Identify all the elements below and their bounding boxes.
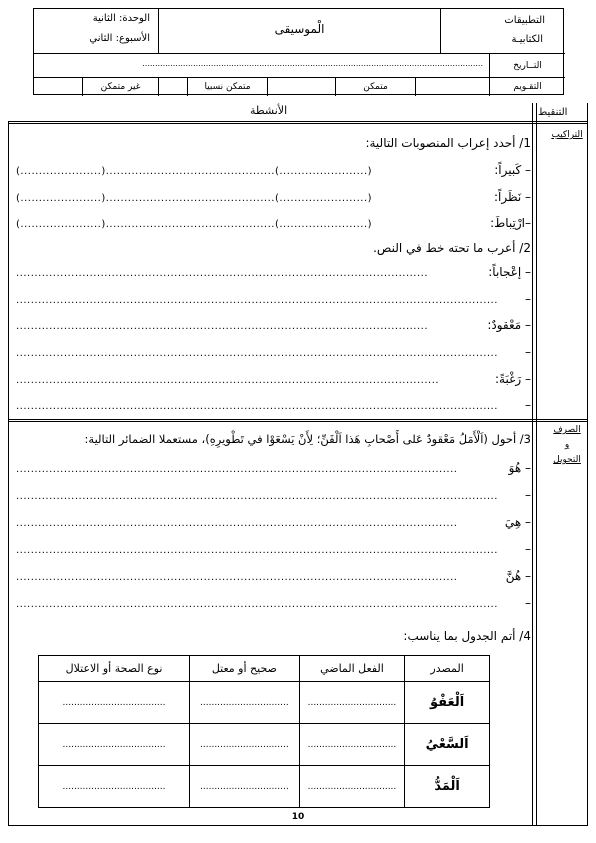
q3-item-answer[interactable]: ................................................................................................................................... [16,545,498,556]
q4-past-cell[interactable]: ............................... [299,724,405,766]
applications-label-1: التطبيقات [504,15,545,26]
q4-kind-cell[interactable]: .................................... [39,682,190,724]
q4-type-cell[interactable]: ............................... [190,682,300,724]
eval-not-box[interactable] [158,78,187,96]
divider-left [8,121,9,825]
q2-prompt: 2/ أعرب ما تحته خط في النص. [373,241,531,255]
page-title: الْموسيقى [274,22,325,36]
q1-item-answer[interactable]: (........................)..............................................(......................) [16,193,373,204]
q2-item-answer[interactable]: ................................................................................................................... [16,375,440,386]
q4-header-kind: نوع الصحة أو الاعتلال [39,656,190,682]
q2-item-answer[interactable]: ................................................................................................................ [16,268,429,279]
q3-item-answer[interactable]: ........................................................................................................................ [16,464,458,475]
evaluation-label: التقـويم [489,78,565,96]
q3-item-word: – [525,488,531,502]
header-double-line [8,121,588,124]
divider-2 [536,103,537,825]
activities-header: الأنشطة [250,104,288,117]
page-number: 10 [291,812,305,822]
header-unit-cell [34,9,159,54]
q4-past-cell[interactable]: ............................... [299,682,405,724]
date-label: التــاريخ [489,54,565,77]
q3-item-answer[interactable]: ........................................................................................................................ [16,572,458,583]
section-syntax: التراكيب [551,130,583,140]
q4-header-row [39,656,490,682]
q3-item-answer[interactable]: ........................................................................................................................ [16,518,458,529]
date-dots: ...................................................................................................................................... [142,59,483,68]
q4-source-cell: اَلْمَدُّ [405,766,490,808]
q4-header-type: صحيح أو معتل [190,656,300,682]
q4-header-past: الفعل الماضي [299,656,405,682]
q3-item-word: – [525,596,531,610]
q3-item-word: – هُوَ [508,461,531,475]
divider-1 [532,103,533,825]
q4-type-cell[interactable]: ............................... [190,724,300,766]
q4-type-cell[interactable]: ............................... [190,766,300,808]
q2-item-word: – [525,398,531,412]
bottom-line [8,825,588,826]
q3-item-answer[interactable]: ................................................................................................................................... [16,491,498,502]
header-table [33,8,564,95]
section-morph-1: الصرف [553,425,581,435]
section-double-line [8,419,588,422]
q3-item-word: – [525,542,531,556]
q4-kind-cell[interactable]: .................................... [39,724,190,766]
section-morph-3: التحويل [553,455,581,465]
unit-label: الوحدة: الثانية [92,13,150,24]
date-row [34,54,565,78]
header-top-row [34,9,565,54]
q1-item-word: – نَظَراً: [494,190,531,204]
q2-item-word: – [525,292,531,306]
table-row [39,724,490,766]
eval-partly-box[interactable] [267,78,335,96]
q3-prompt: 3/ أحول (اَلْأَمَلُ مَعْقودٌ عَلى أَصْحابِ هَذا اَلْفَنِّ؛ لِأَنْ يَسْعَوْا في تَطْويرِهِ)، مستعملا الضمائر التالية: [84,432,531,446]
section-morph-2: و [564,440,570,450]
q2-item-answer[interactable]: ................................................................................................................................... [16,295,498,306]
q2-item-word: – رَغْبَةً: [495,372,531,386]
eval-partly-label: متمكن نسبيا [187,78,267,96]
q2-item-word: – إعْجاباً: [488,265,531,279]
scoring-header: التنقيط [538,107,568,118]
eval-mastered-label: متمكن [335,78,415,96]
q4-source-cell: اَلسَّعْيُ [405,724,490,766]
table-row [39,766,490,808]
applications-label-2: الكتابيـة [511,34,543,45]
q1-item-word: – كَبيراً: [494,163,531,177]
q2-item-answer[interactable]: ................................................................................................................ [16,321,429,332]
q3-item-answer[interactable]: ................................................................................................................................... [16,599,498,610]
week-label: الأسبوع: الثاني [89,33,150,44]
eval-mastered-box[interactable] [415,78,489,96]
evaluation-row [34,78,565,96]
q2-item-word: – مَعْقودٌ: [487,318,531,332]
q4-source-cell: اَلْعَفْوُ [405,682,490,724]
q1-item-answer[interactable]: (........................)..............................................(......................) [16,219,373,230]
q1-item-word: –ارْتِباطَ: [490,216,531,230]
q1-prompt: 1/ أحدد إعراب المنصوبات التالية: [365,136,531,150]
q4-kind-cell[interactable]: .................................... [39,766,190,808]
q4-past-cell[interactable]: ............................... [299,766,405,808]
q2-item-answer[interactable]: ................................................................................................................................... [16,348,498,359]
eval-not-label: غير متمكن [82,78,158,96]
eval-not-box-2[interactable] [34,78,82,96]
q4-header-source: المصدر [405,656,490,682]
q4-table [38,655,490,808]
q4-prompt: 4/ أتم الجدول بما يناسب: [403,629,531,643]
q2-item-word: – [525,345,531,359]
q3-item-word: – هُنَّ [505,569,531,583]
table-row [39,682,490,724]
q1-item-answer[interactable]: (........................)..............................................(......................) [16,166,373,177]
q2-item-answer[interactable]: ................................................................................................................................... [16,401,498,412]
q3-item-word: – هِيَ [504,515,531,529]
